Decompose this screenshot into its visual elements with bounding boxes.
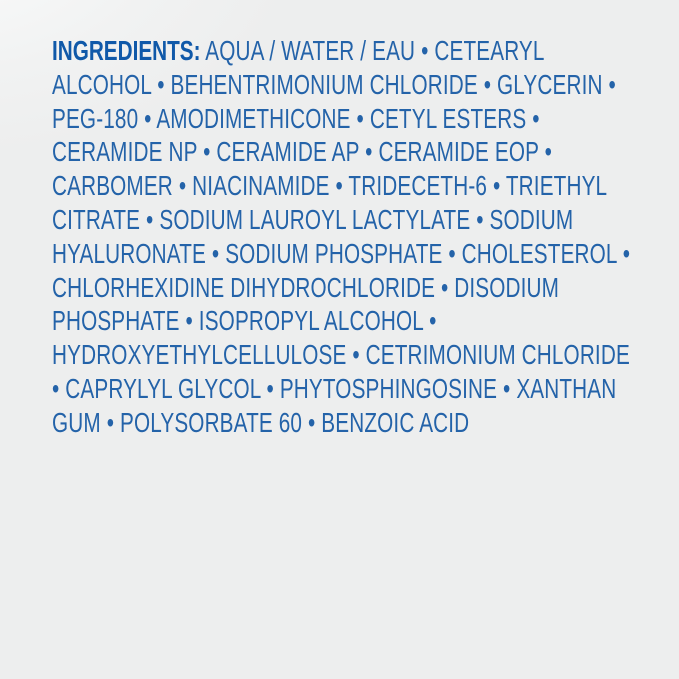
- ingredient-line: [52, 338, 644, 372]
- ingredient-line: [52, 203, 644, 237]
- ingredient-line-text: AQUA / WATER / EAU • CETEARYL: [205, 35, 545, 66]
- ingredient-line-text: HYDROXYETHYLCELLULOSE • CETRIMONIUM CHLORIDE: [52, 339, 630, 371]
- ingredient-line: [52, 304, 644, 338]
- ingredient-line: [52, 372, 644, 406]
- ingredient-line-text: CARBOMER • NIACINAMIDE • TRIDECETH-6 • TRIETHYL: [52, 170, 608, 202]
- ingredient-line: [52, 135, 644, 169]
- ingredient-line: [52, 34, 644, 68]
- ingredients-label: INGREDIENTS:: [52, 35, 201, 66]
- ingredient-line-text: CERAMIDE NP • CERAMIDE AP • CERAMIDE EOP •: [52, 136, 553, 168]
- ingredient-line-text: CHLORHEXIDINE DIHYDROCHLORIDE • DISODIUM: [52, 271, 560, 303]
- ingredient-line: [52, 102, 644, 136]
- ingredient-line: [52, 406, 644, 440]
- ingredient-line-text: CITRATE • SODIUM LAUROYL LACTYLATE • SODIUM: [52, 203, 574, 235]
- ingredients-panel: [52, 34, 644, 440]
- ingredient-line-text: • CAPRYLYL GLYCOL • PHYTOSPHINGOSINE • XANTHAN: [52, 372, 617, 404]
- ingredient-line-text: HYALURONATE • SODIUM PHOSPHATE • CHOLESTEROL •: [52, 237, 631, 269]
- ingredient-line-text: PHOSPHATE • ISOPROPYL ALCOHOL •: [52, 305, 437, 337]
- ingredient-line: [52, 237, 644, 271]
- ingredient-line-text: PEG-180 • AMODIMETHICONE • CETYL ESTERS •: [52, 102, 540, 134]
- ingredient-line: [52, 169, 644, 203]
- ingredient-line: [52, 271, 644, 305]
- ingredient-line: [52, 68, 644, 102]
- ingredient-line-text: GUM • POLYSORBATE 60 • BENZOIC ACID: [52, 406, 470, 438]
- ingredient-line-text: ALCOHOL • BEHENTRIMONIUM CHLORIDE • GLYCERIN •: [52, 68, 616, 100]
